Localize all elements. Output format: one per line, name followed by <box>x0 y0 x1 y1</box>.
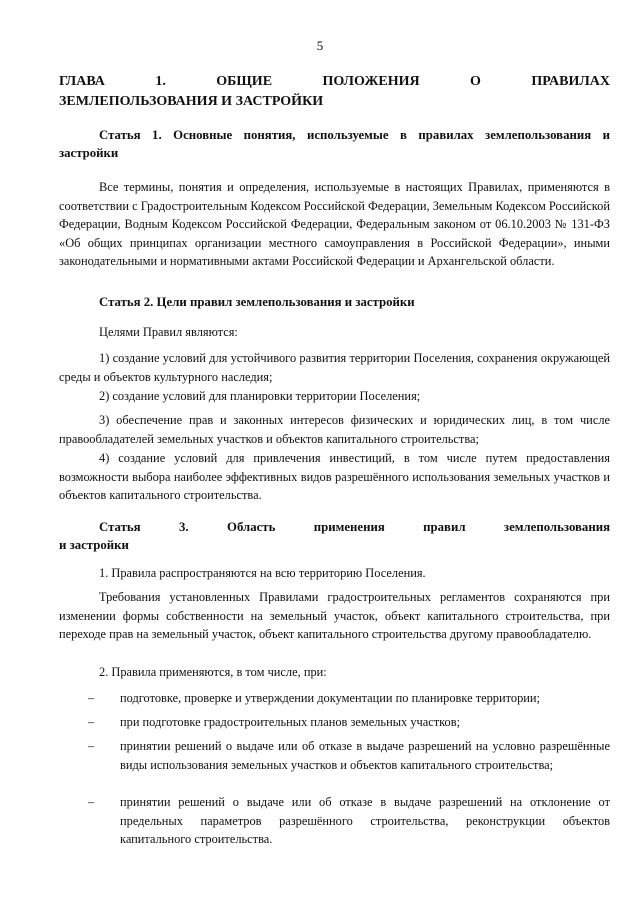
chapter-title-line1: ГЛАВА 1. ОБЩИЕ ПОЛОЖЕНИЯ О ПРАВИЛАХ <box>59 74 610 89</box>
article2-item-1: 1) создание условий для устойчивого развития территории Поселения, сохранения окружающей среды и объектов культурного наследия; <box>59 351 610 384</box>
list-item <box>59 713 610 732</box>
page-number: 5 <box>316 38 324 53</box>
article2-item-3: 3) обеспечение прав и законных интересов физических и юридических лиц, в том числе правообладателей земельных участков и объектов капитального строительства; <box>59 413 610 446</box>
article3-title-line2: и застройки <box>59 538 129 552</box>
article3-paragraph-3: 2. Правила применяются, в том числе, при: <box>99 665 327 679</box>
list-item-text: подготовке, проверке и утверждении документации по планировке территории; <box>120 691 540 705</box>
article1-title-line2: застройки <box>59 146 119 160</box>
dash-marker: – <box>88 691 95 705</box>
dash-marker: – <box>88 739 95 753</box>
list-item-text: при подготовке градостроительных планов земельных участков; <box>120 715 461 729</box>
article2-intro: Целями Правил являются: <box>99 325 238 339</box>
list-item <box>59 689 610 708</box>
list-item <box>59 737 610 774</box>
list-item <box>59 793 610 849</box>
list-item-text: принятии решений о выдаче или об отказе в выдаче разрешений на отклонение от предельных параметров разрешённого строительства, реконструкции объектов капитального строительства. <box>120 795 610 846</box>
article1-title-line1: Статья 1. Основные понятия, используемые в правилах землепользования и <box>99 128 610 142</box>
article2-item-2: 2) создание условий для планировки территории Поселения; <box>99 389 421 403</box>
article3-paragraph-2: Требования установленных Правилами градостроительных регламентов сохраняются при изменении формы собственности на земельный участок, объект капитального строительства, при переходе прав на земельный участок, объект капитального строительства другому правообладателю. <box>59 590 610 641</box>
dash-marker: – <box>88 795 95 809</box>
article2-item-4: 4) создание условий для привлечения инвестиций, в том числе путем предоставления возможности выбора наиболее эффективных видов разрешённого использования земельных участков и объектов капитального строительства. <box>59 451 610 502</box>
chapter-title-line2: ЗЕМЛЕПОЛЬЗОВАНИЯ И ЗАСТРОЙКИ <box>59 94 324 109</box>
article1-paragraph: Все термины, понятия и определения, используемые в настоящих Правилах, применяются в соответствии с Градостроительным Кодексом Российской Федерации, Земельным Кодексом Российской Федерации, Водным Кодексом Российской Федерации, Федеральным законом от 06.10.2003 № 131-ФЗ «Об общих принципах организации местного самоуправления в Российской Федерации», иными законодательными и нормативными актами Российской Федерации и Архангельской области. <box>59 180 610 268</box>
dash-marker: – <box>88 715 95 729</box>
list-item-text: принятии решений о выдаче или об отказе в выдаче разрешений на условно разрешённые виды использования земельных участков и объектов капитального строительства; <box>120 739 610 772</box>
article2-title: Статья 2. Цели правил землепользования и застройки <box>99 295 415 309</box>
article3-paragraph-1: 1. Правила распространяются на всю территорию Поселения. <box>99 566 426 580</box>
article3-title-line1: Статья 3. Область применения правил землепользования <box>99 520 610 534</box>
